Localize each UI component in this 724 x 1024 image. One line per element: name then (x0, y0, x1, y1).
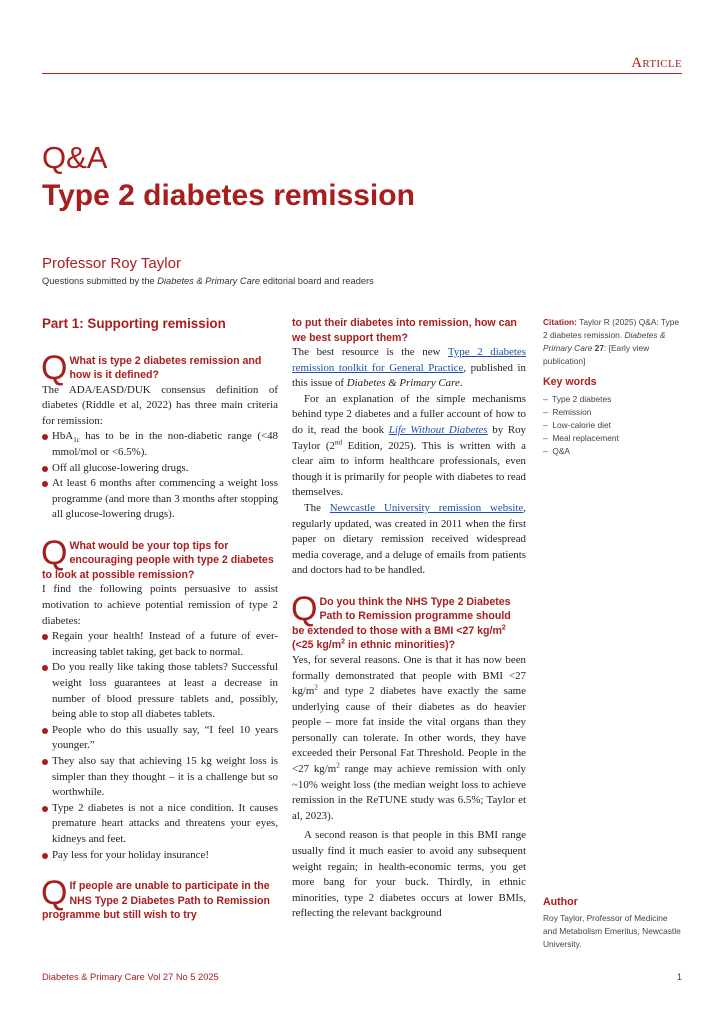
section-label: Article (631, 55, 682, 71)
answer-paragraph: A second reason is that people in this BMI range usually find it much easier to avoid any subsequent weight regain; in health-economic terms, you get more bang for your buck. Thirdly, in ethnic minorities, type 2 diabetes occurs at lower BMIs, reflecting the relevant background (292, 829, 526, 920)
list-item: HbA$_{1c}$ has to be in the non-diabetic range (<48 mmol/mol or <6.5%). (42, 429, 278, 460)
author-affiliation: Roy Taylor, Professor of Medicine and Metabolism Emeritus, Newcastle University. (543, 913, 681, 949)
column-1 (42, 316, 278, 923)
bullet-list (42, 629, 278, 863)
bullet-list (42, 429, 278, 523)
website-link[interactable]: Newcastle University remission website (329, 501, 524, 514)
keyword-item: – Remission (543, 407, 592, 417)
keyword-item: – Type 2 diabetes (543, 394, 612, 404)
part-heading: Part 1: Supporting remission (42, 316, 226, 331)
column-2 (292, 316, 526, 922)
list-item: Regain your health! Instead of a future of ever-increasing tablet taking, get back to normal. (42, 629, 278, 660)
answer-paragraph: For an explanation of the simple mechanisms behind type 2 diabetes and a fuller account of how to do it, read the book Life Without Diabetes by Roy Taylor (2nd Edition, 2025). This is written with a clear aim to inform healthcare professionals, even though it is primarily for people with diabetes to read themselves. (292, 392, 526, 499)
question-text: What is type 2 diabetes remission and how is it defined? (69, 354, 262, 382)
list-item: Type 2 diabetes is not a nice condition. It causes premature heart attacks and threatens your eyes, kidneys and feet. (42, 801, 278, 848)
list-item: People who do this usually say, “I feel 10 years younger.” (42, 723, 278, 754)
answer-paragraph: Yes, for several reasons. One is that it has now been formally demonstrated that people with BMI <27 $kg/m^2$ and type 2 diabetes have exactly the same underlying cause of their diabetes as do heavier people – more fat inside the vital organs than they personally can tolerate. In other words, they have exceeded their Personal Fat Threshold. People in the <27 $kg/m^2$ range may achieve remission with only ~10% weight loss (the median weight loss to achieve remission in the ReTUNE study was 6.5%; Taylor et al, 2023). (292, 653, 526, 822)
keyword-item: – Low-calorie diet (543, 420, 611, 430)
list-item: Do you really like taking those tablets? Successful weight loss guarantees at least a decrease in number of blood pressure tablets and, possibly, being able to stop all diabetes tablets. (42, 660, 278, 722)
keyword-item: – Q&A (543, 446, 570, 456)
list-item: At least 6 months after commencing a weight loss programme (and more than 3 months after stopping all glucose-lowering drugs). (42, 476, 278, 523)
author-name: Professor Roy Taylor (42, 255, 181, 272)
question-3 (41, 874, 278, 923)
answer-paragraph: The Newcastle University remission website, regularly updated, was created in 2011 when the first paper on dietary remission received widespread media coverage, and a deluge of emails from patients and doctors had to be handled. (292, 501, 526, 577)
list-item: Off all glucose-lowering drugs. (42, 461, 278, 477)
book-link[interactable]: Life Without Diabetes (388, 423, 488, 436)
q-drop-cap: Q (291, 589, 318, 628)
author-subline: Questions submitted by the Diabetes & Primary Care editorial board and readers (42, 276, 374, 286)
author-box (543, 896, 683, 951)
answer-paragraph: The ADA/EASD/DUK consensus definition of diabetes (Riddle et al, 2022) has three main criteria for remission: (42, 383, 278, 427)
keywords-box (543, 376, 683, 458)
keyword-item: – Meal replacement (543, 433, 619, 443)
q-drop-cap: Q (41, 874, 68, 913)
citation-box: Citation: Taylor R (2025) Q&A: Type 2 diabetes remission. Diabetes & Primary Care 27: [Early view publication] (543, 317, 680, 366)
keywords-list (543, 393, 683, 458)
footer-journal: Diabetes & Primary Care Vol 27 No 5 2025 (42, 972, 219, 982)
list-item: They also say that achieving 15 kg weight loss is simpler than they thought – it is a challenge but so worthwhile. (42, 754, 278, 801)
question-1 (41, 348, 278, 387)
question-text: What would be your top tips for encouraging people with type 2 diabetes to look at possible remission? (42, 539, 274, 581)
q-drop-cap: Q (41, 533, 68, 572)
q-drop-cap: Q (41, 348, 68, 387)
question-2 (41, 533, 278, 583)
page-number: 1 (676, 972, 682, 982)
toolkit-link[interactable]: Type 2 diabetes remission toolkit for General Practice (292, 346, 526, 374)
answer-paragraph: The best resource is the new Type 2 diabetes remission toolkit for General Practice, published in this issue of Diabetes & Primary Care. (292, 346, 526, 390)
question-text: Do you think the NHS Type 2 Diabetes Path to Remission programme should be extended to those with a BMI <27 $kg/m^2$ (<25 $kg/m^2$ in ethnic minorities)? (292, 595, 511, 652)
question-4 (291, 589, 526, 653)
question-text-continued: to put their diabetes into remission, how can we best support them? (292, 317, 517, 344)
header-rule (42, 73, 682, 74)
list-item: Pay less for your holiday insurance! (42, 848, 278, 864)
page-title: Type 2 diabetes remission (42, 179, 415, 212)
title-prefix: Q&A (42, 140, 108, 175)
author-heading: Author (543, 896, 578, 908)
keywords-title: Key words (543, 376, 597, 388)
question-text: If people are unable to participate in the NHS Type 2 Diabetes Path to Remission programme but still wish to try (42, 880, 270, 922)
answer-paragraph: I find the following points persuasive to assist motivation to achieve potential remission of type 2 diabetes: (42, 583, 278, 627)
